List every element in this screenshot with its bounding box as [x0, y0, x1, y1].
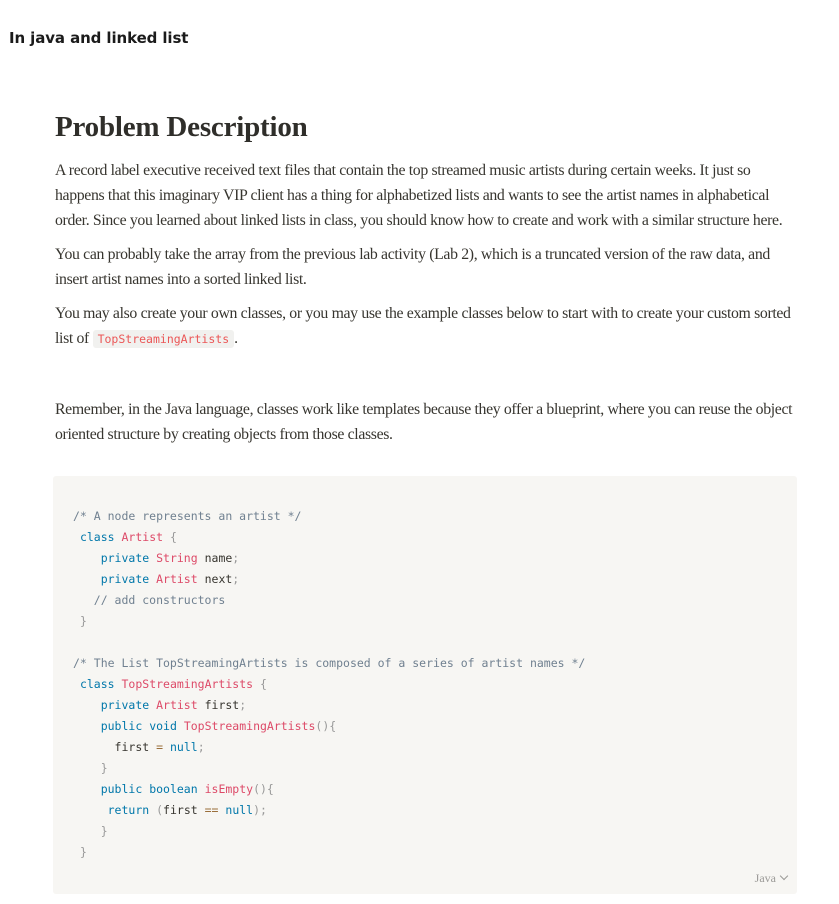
chevron-down-icon [780, 872, 788, 880]
paragraph-classes-text: You may also create your own classes, or you may use the example classes below to start with to create your custom sorted list of [55, 305, 791, 347]
code-operator: = [156, 740, 164, 754]
code-operator: == [204, 803, 219, 817]
code-comment: // add constructors [93, 593, 226, 607]
code-keyword: null [225, 803, 254, 817]
code-keyword: boolean [149, 782, 198, 796]
code-class-name: TopStreamingArtists [121, 677, 254, 691]
code-type: Artist [156, 698, 198, 712]
code-keyword: null [169, 740, 198, 754]
code-comment: /* A node represents an artist */ [73, 509, 302, 523]
code-function-name: isEmpty [204, 782, 254, 796]
language-selector[interactable] [755, 871, 787, 886]
code-keyword: return [107, 803, 150, 817]
code-function-name: TopStreamingArtists [183, 719, 316, 733]
code-keyword: void [149, 719, 177, 733]
code-keyword: public [100, 782, 143, 796]
language-label: Java [754, 871, 776, 885]
paragraph-templates: Remember, in the Java language, classes work like templates because they offer a blueprint, where you can reuse the object oriented structure by creating objects from those classes. [55, 401, 793, 443]
code-identifier: next [204, 572, 233, 586]
code-identifier: name [204, 551, 233, 565]
article-content [55, 104, 800, 447]
paragraph-classes-end: . [234, 330, 238, 347]
code-keyword: private [100, 551, 150, 565]
code-keyword: private [100, 698, 150, 712]
code-type: String [156, 551, 198, 565]
code-block [53, 476, 797, 894]
code-comment: /* The List TopStreamingArtists is composed of a series of artist names */ [73, 656, 586, 670]
code-listing: /* A node represents an artist */ class Artist { private String name; private Artist next; // add constructors } /* The List TopStreamingArtists is composed of a series of artist names */ class TopStreamingArtists { private Artist first; public void TopStreamingArtists(){ first = null; } public boolean isEmpty(){ return (first == null); } } [73, 509, 586, 859]
code-keyword: private [100, 572, 150, 586]
paragraph-array: You can probably take the array from the previous lab activity (Lab 2), which is a truncated version of the raw data, and insert artist names into a sorted linked list. [55, 246, 770, 288]
paragraph-intro: A record label executive received text files that contain the top streamed music artists during certain weeks. It just so happens that this imaginary VIP client has a thing for alphabetized lists and wants to see the artist names in alphabetical order. Since you learned about linked lists in class, you should know how to create and work with a similar structure here. [55, 162, 783, 229]
code-identifier: first [204, 698, 240, 712]
code-identifier: first [163, 803, 198, 817]
question-title: In java and linked list [9, 29, 189, 47]
code-keyword: class [79, 530, 115, 544]
code-type: Artist [156, 572, 198, 586]
code-identifier: first [114, 740, 150, 754]
paragraph-classes [55, 301, 800, 352]
code-keyword: public [100, 719, 143, 733]
inline-code: TopStreamingArtists [93, 330, 235, 348]
code-keyword: class [79, 677, 115, 691]
code-class-name: Artist [121, 530, 164, 544]
page-heading: Problem Description [55, 111, 308, 143]
